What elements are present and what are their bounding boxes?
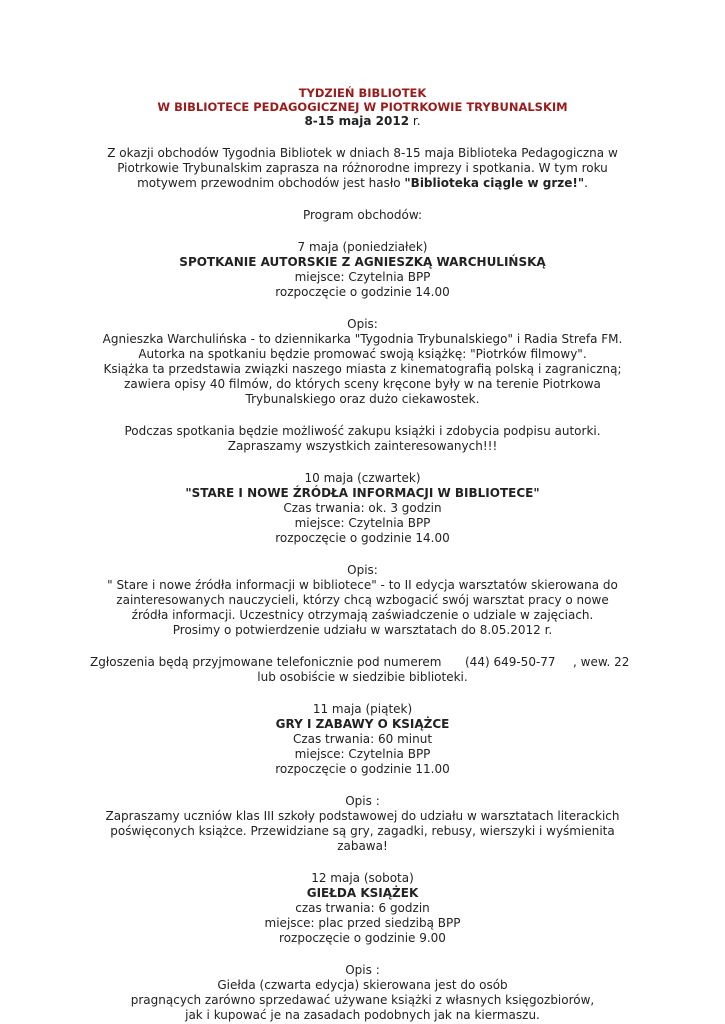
- event3-desc: Zapraszamy uczniów klas III szkoły podstawowej do udziału w warsztatach literackich poświęconych książce. Przewidziane są gry, zagadki, rebusy, wierszyki i wyśmienita zabawa!: [105, 809, 620, 853]
- event1-desc1: Agnieszka Warchulińska - to dziennikarka "Tygodnia Trybunalskiego" i Radia Strefa FM. Autorka na spotkaniu będzie promować swoją książkę: "Piotrków filmowy".: [102, 332, 623, 361]
- event3-duration: Czas trwania: 60 minut: [292, 732, 433, 746]
- event2-start: rozpoczęcie o godzinie 14.00: [275, 531, 450, 545]
- header-dates: [0, 114, 725, 129]
- dates-text: 8-15 maja 2012: [304, 114, 410, 128]
- event2-phone-line: [0, 655, 725, 670]
- intro-end: .: [584, 176, 588, 190]
- event4-start: rozpoczęcie o godzinie 9.00: [279, 931, 446, 945]
- event1-title: SPOTKANIE AUTORSKIE Z AGNIESZKĄ WARCHULIŃSKĄ: [179, 255, 546, 269]
- event4-duration: czas trwania: 6 godzin: [295, 901, 430, 915]
- program-label: Program obchodów:: [302, 208, 423, 222]
- event2-date: 10 maja (czwartek): [304, 471, 421, 485]
- event4-desc3: jak i kupować je na zasadach podobnych jak na kiermaszu.: [185, 1008, 540, 1022]
- event4-title: GIEŁDA KSIĄŻEK: [306, 886, 419, 900]
- event1-place: miejsce: Czytelnia BPP: [294, 270, 431, 284]
- event1-note2: Zapraszamy wszystkich zainteresowanych!!!: [227, 439, 498, 453]
- event4-opis-label: Opis :: [345, 963, 380, 977]
- intro-slogan: "Biblioteka ciągle w grze!": [404, 176, 585, 190]
- document-body: [0, 86, 725, 1023]
- event4-place: miejsce: plac przed siedzibą BPP: [264, 916, 461, 930]
- event1-note1: Podczas spotkania będzie możliwość zakupu książki i zdobycia podpisu autorki.: [124, 424, 601, 438]
- event2-title: "STARE I NOWE ŹRÓDŁA INFORMACJI W BIBLIOTECE": [185, 486, 540, 500]
- header-line2: W BIBLIOTECE PEDAGOGICZNEJ W PIOTRKOWIE TRYBUNALSKIM: [157, 100, 568, 114]
- event4-date: 12 maja (sobota): [311, 871, 414, 885]
- phone-intro: Zgłoszenia będą przyjmowane telefonicznie pod numerem: [90, 655, 442, 669]
- dates-suffix: r.: [409, 114, 421, 128]
- event1-date: 7 maja (poniedziałek): [297, 240, 428, 254]
- event2-opis-label: Opis:: [347, 563, 378, 577]
- event2-desc2: Prosimy o potwierdzenie udziału w warsztatach do 8.05.2012 r.: [172, 623, 553, 637]
- event1-opis-label: Opis:: [347, 317, 378, 331]
- event2-phone-end: lub osobiście w siedzibie biblioteki.: [257, 670, 468, 684]
- header-line1: TYDZIEŃ BIBLIOTEK: [298, 86, 427, 100]
- intro-paragraph: [92, 146, 633, 191]
- intro-text: Z okazji obchodów Tygodnia Bibliotek w dniach 8-15 maja Biblioteka Pedagogiczna w Piotrkowie Trybunalskim zaprasza na różnorodne imprezy i spotkania. W tym roku motywem przewodnim obchodów jest hasło: [107, 146, 618, 190]
- event2-desc1: " Stare i nowe źródła informacji w bibliotece" - to II edycja warsztatów skierowana do zainteresowanych nauczycieli, którzy chcą wzbogacić swój warsztat pracy o nowe źródła informacji. Uczestnicy otrzymają zaświadczenie o udziale w zajęciach.: [107, 578, 618, 622]
- event2-duration: Czas trwania: ok. 3 godzin: [283, 501, 442, 515]
- event1-desc2: Książka ta przedstawia związki naszego miasta z kinematografią polską i zagraniczną; zawiera opisy 40 filmów, do których sceny kręcone były w na terenie Piotrkowa Trybunalskiego oraz dużo ciekawostek.: [103, 362, 622, 406]
- event3-start: rozpoczęcie o godzinie 11.00: [275, 762, 450, 776]
- event2-place: miejsce: Czytelnia BPP: [294, 516, 431, 530]
- phone-number: (44) 649-50-77: [465, 655, 556, 669]
- event4-desc2: pragnących zarówno sprzedawać używane książki z własnych księgozbiorów,: [130, 993, 595, 1007]
- event3-opis-label: Opis :: [345, 794, 380, 808]
- event4-desc1: Giełda (czwarta edycja) skierowana jest do osób: [217, 978, 508, 992]
- phone-ext: , wew. 22: [573, 655, 630, 669]
- event3-title: GRY I ZABAWY O KSIĄŻCE: [275, 717, 450, 731]
- event3-date: 11 maja (piątek): [312, 702, 413, 716]
- event1-start: rozpoczęcie o godzinie 14.00: [275, 285, 450, 299]
- event3-place: miejsce: Czytelnia BPP: [294, 747, 431, 761]
